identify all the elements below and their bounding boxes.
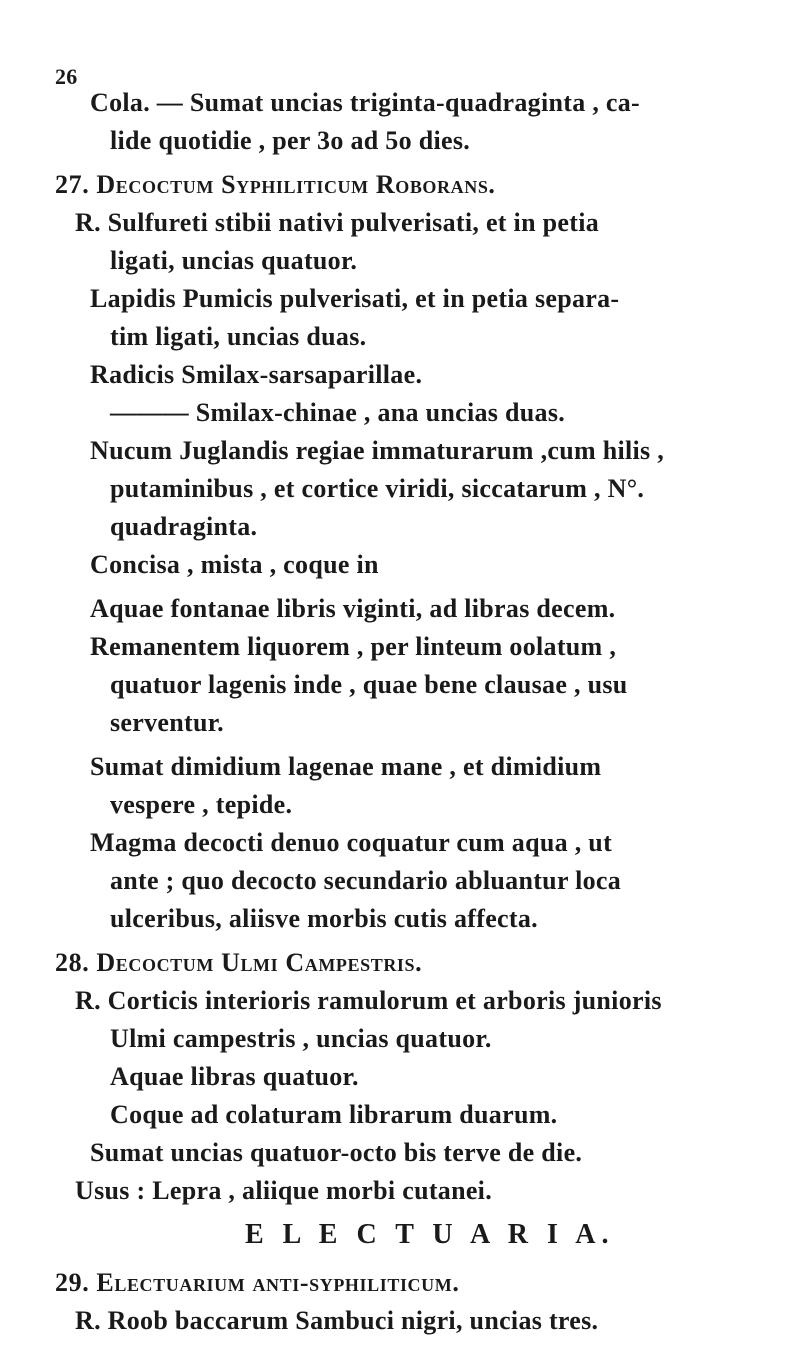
text-line-13: Concisa , mista , coque in <box>90 550 379 579</box>
text-line-21: ante ; quo decocto secundario abluantur loca <box>110 866 622 895</box>
text-line-9: ——— Smilax-chinae , ana uncias duas. <box>110 398 566 427</box>
text-line-16: quatuor lagenis inde , quae bene clausae , usu <box>110 670 628 699</box>
text-line-14: Aquae fontanae libris viginti, ad libras decem. <box>90 594 616 623</box>
recipe-heading-29: 29. Electuarium anti-syphiliticum. <box>55 1268 460 1297</box>
text-line-28: Sumat uncias quatuor-octo bis terve de die. <box>90 1138 583 1167</box>
text-line-7: tim ligati, uncias duas. <box>110 322 367 351</box>
recipe-heading-27: 27. Decoctum Syphiliticum Roborans. <box>55 170 496 199</box>
text-line-32: R. Roob baccarum Sambuci nigri, uncias tres. <box>75 1306 599 1335</box>
text-line-2: lide quotidie , per 3o ad 5o dies. <box>110 126 471 155</box>
text-line-11: putaminibus , et cortice viridi, siccatarum , N°. <box>110 474 645 503</box>
text-line-15: Remanentem liquorem , per linteum oolatum , <box>90 632 617 661</box>
text-line-5: ligati, uncias quatuor. <box>110 246 358 275</box>
usus-line: Usus : Lepra , aliique morbi cutanei. <box>75 1176 493 1205</box>
text-line-6: Lapidis Pumicis pulverisati, et in petia separa- <box>90 284 620 313</box>
text-line-8: Radicis Smilax-sarsaparillae. <box>90 360 423 389</box>
text-line-27: Coque ad colaturam librarum duarum. <box>110 1100 558 1129</box>
text-line-17: serventur. <box>110 708 224 737</box>
page-number: 26 <box>55 64 78 89</box>
text-line-19: vespere , tepide. <box>110 790 293 819</box>
section-heading-electuaria: E L E C T U A R I A. <box>245 1219 615 1250</box>
text-line-10: Nucum Juglandis regiae immaturarum ,cum hilis , <box>90 436 665 465</box>
text-line-20: Magma decocti denuo coquatur cum aqua , ut <box>90 828 613 857</box>
text-line-25: Ulmi campestris , uncias quatuor. <box>110 1024 492 1053</box>
text-line-12: quadraginta. <box>110 512 258 541</box>
text-line-22: ulceribus, aliisve morbis cutis affecta. <box>110 904 538 933</box>
text-line-26: Aquae libras quatuor. <box>110 1062 359 1091</box>
text-line-24: R. Corticis interioris ramulorum et arboris junioris <box>75 986 662 1015</box>
text-line-1: Cola. — Sumat uncias triginta-quadraginta , ca- <box>90 88 641 117</box>
text-line-18: Sumat dimidium lagenae mane , et dimidium <box>90 752 602 781</box>
text-line-4: R. Sulfureti stibii nativi pulverisati, et in petia <box>75 208 600 237</box>
recipe-heading-28: 28. Decoctum Ulmi Campestris. <box>55 948 423 977</box>
